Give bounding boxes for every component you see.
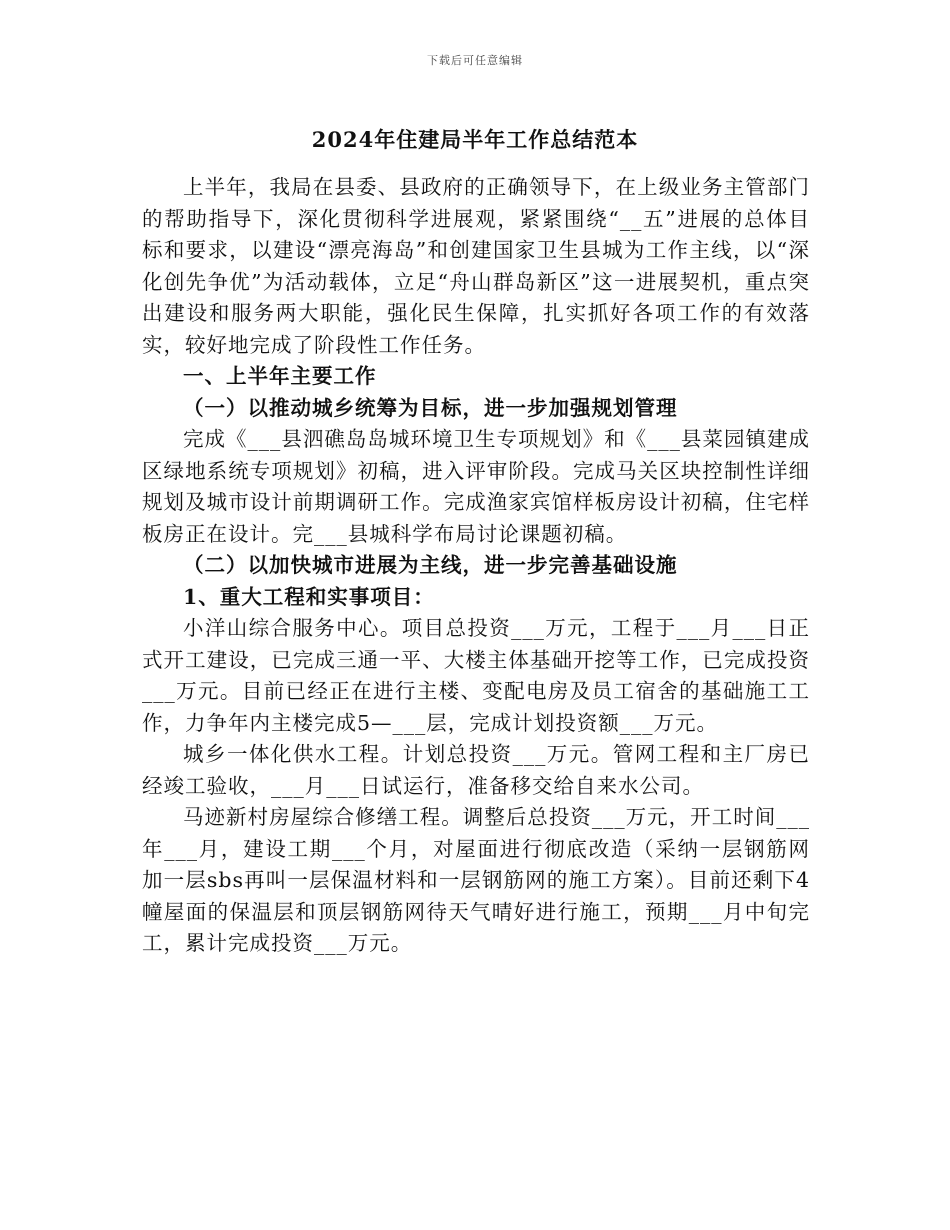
header-note: 下载后可任意编辑 [427,54,523,67]
document-body [142,172,810,960]
paragraph-planning: 完成《___县泗礁岛岛城环境卫生专项规划》和《___县菜园镇建成区绿地系统专项规划》初稿，进入评审阶段。完成马关区块控制性详细规划及城市设计前期调研工作。完成渔家宾馆样板房设计初稿，住宅样板房正在设计。完___县城科学布局讨论课题初稿。 [142,427,810,546]
item-heading-major-projects: 1、重大工程和实事项目： [183,584,435,609]
paragraph-maji-renovation: 马迹新村房屋综合修缮工程。调整后总投资___万元，开工时间___年___月，建设工期___个月，对屋面进行彻底改造（采纳一层钢筋网加一层sbs再叫一层保温材料和一层钢筋网的施工方案）。目前还剩下4幢屋面的保温层和顶层钢筋网待天气晴好进行施工，预期___月中旬完工，累计完成投资___万元。 [142,805,810,955]
document-title: 2024年住建局半年工作总结范本 [311,127,639,152]
paragraph-xiaoyangshan: 小洋山综合服务中心。项目总投资___万元，工程于___月___日正式开工建设，已完成三通一平、大楼主体基础开挖等工作，已完成投资___万元。目前已经正在进行主楼、变配电房及员工宿舍的基础施工工作，力争年内主楼完成5—___层，完成计划投资额___万元。 [142,616,810,735]
subsection-heading-infrastructure: （二）以加快城市进展为主线，进一步完善基础设施 [183,553,678,577]
subsection-heading-planning: （一）以推动城乡统筹为目标，进一步加强规划管理 [183,395,678,420]
paragraph-water-supply: 城乡一体化供水工程。计划总投资___万元。管网工程和主厂房已经竣工验收，___月___日试运行，准备移交给自来水公司。 [142,742,810,798]
paragraph-intro: 上半年，我局在县委、县政府的正确领导下，在上级业务主管部门的帮助指导下，深化贯彻科学进展观，紧紧围绕“__五”进展的总体目标和要求，以建设“漂亮海岛”和创建国家卫生县城为工作主线，以“深化创先争优”为活动载体，立足“舟山群岛新区”这一进展契机，重点突出建设和服务两大职能，强化民生保障，扎实抓好各项工作的有效落实，较好地完成了阶段性工作任务。 [142,175,810,357]
section-heading-1: 一、上半年主要工作 [183,364,377,388]
